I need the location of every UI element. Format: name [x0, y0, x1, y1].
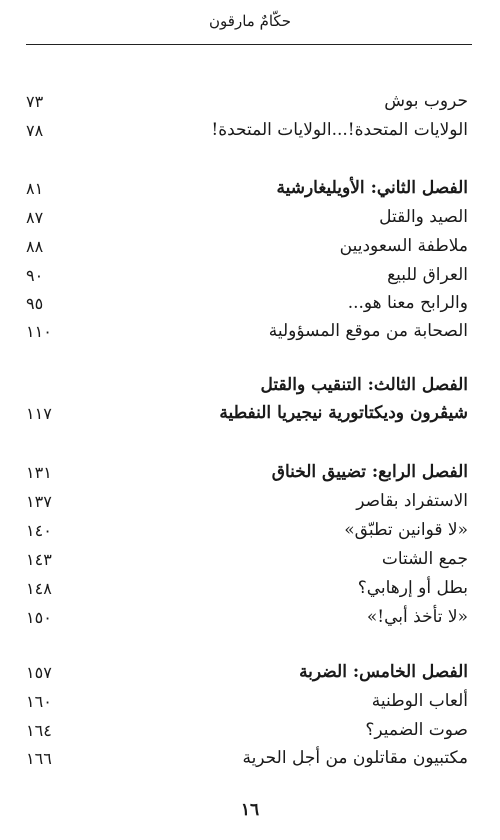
toc-entry [26, 486, 468, 516]
toc-entry-page: ١٣١ [26, 462, 52, 482]
toc-entry-title: «لا تأخذ أبي!» [366, 607, 468, 627]
toc-entry-title: شيڤرون وديكتاتورية نيجيريا النفطية [219, 403, 468, 423]
toc-entry-page: ٨١ [26, 178, 44, 198]
toc-entry-page: ١٦٤ [26, 720, 52, 740]
toc-entry-page: ١٤٣ [26, 549, 52, 569]
toc-entry-page: ١١٧ [26, 403, 52, 423]
toc-chapter-heading [26, 370, 468, 400]
toc-entry-page: ٨٨ [26, 236, 44, 256]
toc-entry [26, 743, 468, 773]
toc-entry [26, 398, 468, 428]
toc-entry-title: حروب بوش [384, 91, 468, 111]
toc-entry-page: ١٤٨ [26, 578, 52, 598]
toc-entry-page: ٧٨ [26, 120, 44, 140]
toc-entry [26, 316, 468, 346]
toc-entry-title: ألعاب الوطنية [371, 691, 468, 711]
toc-entry-title: الاستفراد بقاصر [356, 491, 468, 511]
toc-entry-page: ٩٠ [26, 265, 44, 285]
toc-entry [26, 115, 468, 145]
toc-entry-page: ١٣٧ [26, 491, 52, 511]
toc-entry-title: «لا قوانين تطبّق» [344, 520, 468, 540]
toc-entry-title: الولايات المتحدة!...الولايات المتحدة! [211, 120, 468, 140]
toc-entry [26, 573, 468, 603]
toc-entry-title: الفصل الرابع: تضييق الخناق [271, 462, 468, 482]
toc-entry-title: جمع الشتات [381, 549, 468, 569]
toc-entry-title: الفصل الثاني: الأويليغارشية [276, 178, 468, 198]
toc-entry [26, 515, 468, 545]
toc-entry [26, 202, 468, 232]
toc-entry-page: ٨٧ [26, 207, 44, 227]
toc-entry-title: الفصل الثالث: التنقيب والقتل [260, 375, 468, 395]
toc-entry [26, 260, 468, 290]
toc-entry-title: مكتبيون مقاتلون من أجل الحرية [242, 748, 468, 768]
toc-chapter-heading [26, 657, 468, 687]
toc-entry-page: ١٤٠ [26, 520, 52, 540]
toc-entry-title: بطل أو إرهابي؟ [357, 578, 468, 598]
toc-entry-title: الفصل الخامس: الضربة [299, 662, 468, 682]
toc-entry [26, 715, 468, 745]
toc-entry [26, 686, 468, 716]
toc-entry-title: صوت الضمير؟ [365, 720, 468, 740]
toc-entry-title: والرابح معنا هو... [347, 293, 468, 313]
toc-entry-page: ١٥٠ [26, 607, 52, 627]
toc-entry [26, 288, 468, 318]
toc-entry-page: ١١٠ [26, 321, 52, 341]
toc-entry [26, 231, 468, 261]
header-divider [26, 44, 472, 45]
toc-entry [26, 544, 468, 574]
toc-entry-title: ملاطفة السعوديين [339, 236, 468, 256]
toc-entry-page: ١٦٦ [26, 748, 52, 768]
toc-entry-page: ٧٣ [26, 91, 44, 111]
toc-chapter-heading [26, 457, 468, 487]
running-header: حكّامٌ مارقون [209, 12, 291, 30]
toc-entry-title: الصيد والقتل [379, 207, 468, 227]
toc-entry-title: العراق للبيع [387, 265, 468, 285]
toc-entry-page: ١٦٠ [26, 691, 52, 711]
toc-entry-page: ١٥٧ [26, 662, 52, 682]
toc-entry [26, 86, 468, 116]
toc-entry [26, 602, 468, 632]
toc-entry-page: ٩٥ [26, 293, 44, 313]
page-number: ١٦ [240, 800, 260, 820]
toc-entry-title: الصحابة من موقع المسؤولية [268, 321, 468, 341]
toc-chapter-heading [26, 173, 468, 203]
